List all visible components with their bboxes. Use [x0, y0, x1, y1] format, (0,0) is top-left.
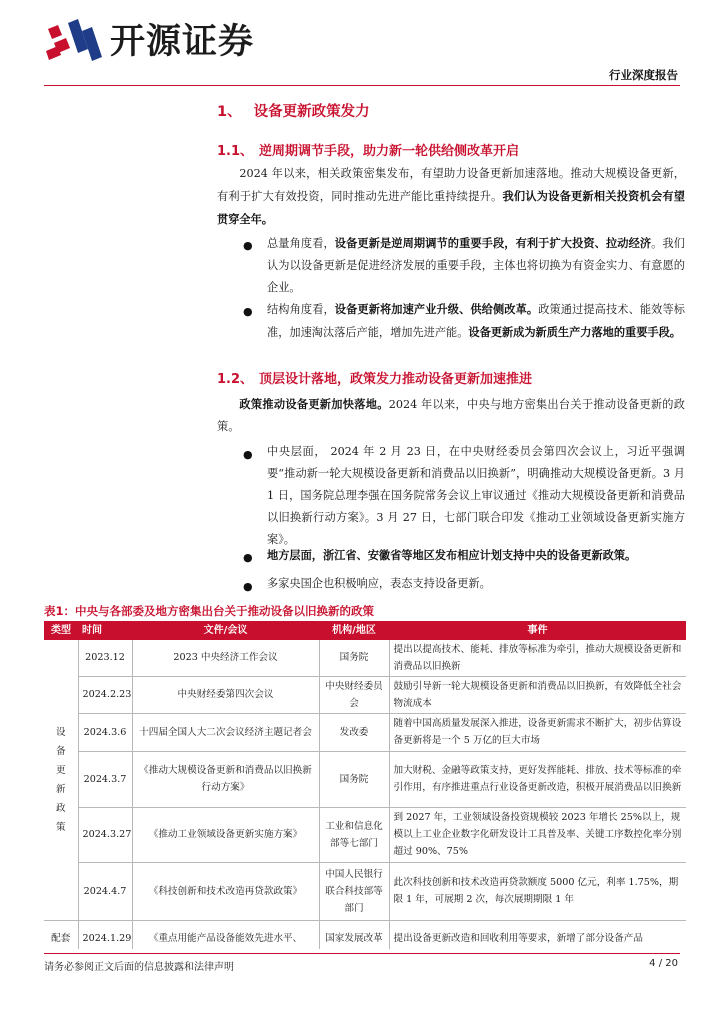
column-header: 类型	[44, 621, 78, 640]
column-header: 时间	[78, 621, 132, 640]
organization-cell: 发改委	[319, 713, 389, 751]
paragraph-emphasis: 我们认为设备更新相关投资机会有望贯穿全年。	[217, 189, 685, 226]
page-number: 4 / 20	[649, 958, 678, 969]
footer-divider	[44, 953, 680, 954]
bullet-item	[243, 441, 685, 551]
organization-cell: 中央财经委员会	[319, 676, 389, 713]
company-logo	[44, 18, 254, 66]
paragraph-emphasis: 政策推动设备更新加快落地。	[239, 397, 389, 411]
category-cell	[44, 640, 78, 920]
column-header: 事件	[389, 621, 686, 640]
date-cell: 2024.4.7	[78, 862, 132, 920]
paragraph-1-1	[217, 163, 685, 231]
bullet-lead: 结构角度看，	[267, 303, 335, 316]
bullet-item	[243, 232, 685, 299]
subsection-title: 顶层设计落地，政策发力推动设备更新加速推进	[259, 372, 533, 387]
date-cell: 2024.2.23	[78, 676, 132, 713]
column-header: 文件/会议	[132, 621, 319, 640]
column-header: 机构/地区	[319, 621, 389, 640]
event-cell: 提出以提高技术、能耗、排放等标准为牵引，推动大规模设备更新和消费品以旧换新	[389, 640, 686, 676]
document-cell: 中央财经委第四次会议	[132, 676, 319, 713]
section-heading	[217, 100, 370, 121]
document-cell: 《重点用能产品设备能效先进水平、	[132, 920, 319, 949]
event-cell: 随着中国高质量发展深入推进，设备更新需求不断扩大，初步估算设备更新将是一个 5 万亿的巨大市场	[389, 713, 686, 751]
logo-mark-icon	[44, 19, 106, 65]
bullet-lead: 总量角度看，	[267, 237, 335, 250]
event-cell: 此次科技创新和技术改造再贷款额度 5000 亿元，利率 1.75%，期限 1 年，可展期 2 次，每次展期期限 1 年	[389, 862, 686, 920]
logo-text: 开源证券	[110, 22, 255, 62]
date-cell: 2023.12	[78, 640, 132, 676]
footer-disclaimer: 请务必参阅正文后面的信息披露和法律声明	[44, 962, 234, 973]
bullet-text: 中央层面， 2024 年 2 月 23 日，在中央财经委员会第四次会议上，习近平强调要“推动新一轮大规模设备更新和消费品以旧换新”，明确推动大规模设备更新。3 月 1 日，国务院总理李强在国务院常务会议上审议通过《推动大规模设备更新和消费品以旧换新行动方案》。3 月 27 日，七部门联合印发《推动工业领域设备更新实施方案》。	[267, 445, 685, 546]
event-cell: 提出设备更新改造和回收利用等要求，新增了部分设备产品	[389, 920, 686, 949]
policy-table	[44, 621, 686, 949]
date-cell: 2024.3.6	[78, 713, 132, 751]
table-row	[44, 713, 686, 751]
paragraph-1-2	[217, 393, 685, 438]
table-header-row	[44, 621, 686, 640]
category-label: 设备更新政策	[55, 726, 66, 833]
table-row	[44, 640, 686, 676]
paragraph-text: 2024 年以来，相关政策密集发布，有望助力设备更新加速落地。推动大规模设备更新，有利于扩大有效投资，同时推动先进产能比重持续提升。	[217, 167, 685, 203]
bullet-icon: ●	[243, 551, 253, 564]
section-number: 1、	[217, 104, 242, 120]
event-cell: 到 2027 年，工业领域设备投资规模较 2023 年增长 25%以上，规模以上工业企业数字化研发设计工具普及率、关键工序数控化率分别超过 90%、75%	[389, 807, 686, 862]
category-cell: 配套	[44, 920, 78, 949]
bullet-item	[243, 544, 685, 567]
report-type-label: 行业深度报告	[609, 68, 678, 82]
bullet-item	[243, 298, 685, 344]
event-cell: 鼓励引导新一轮大规模设备更新和消费品以旧换新，有效降低全社会物流成本	[389, 676, 686, 713]
organization-cell: 国家发展改革	[319, 920, 389, 949]
table-row	[44, 807, 686, 862]
organization-cell: 国务院	[319, 640, 389, 676]
table-row	[44, 751, 686, 807]
organization-cell: 中国人民银行联合科技部等部门	[319, 862, 389, 920]
bullet-text: 政策通过提高技术、能效等标准，加速淘汰落后产能，增加先进产能。	[267, 303, 685, 339]
document-cell: 十四届全国人大二次会议经济主题记者会	[132, 713, 319, 751]
subsection-heading-1-1	[217, 140, 519, 159]
subsection-heading-1-2	[217, 368, 532, 387]
table-row	[44, 920, 686, 949]
organization-cell: 工业和信息化部等七部门	[319, 807, 389, 862]
bullet-emphasis: 地方层面，浙江省、安徽省等地区发布相应计划支持中央的设备更新政策。	[267, 548, 637, 562]
subsection-title: 逆周期调节手段，助力新一轮供给侧改革开启	[259, 144, 520, 159]
document-cell: 《推动大规模设备更新和消费品以旧换新行动方案》	[132, 751, 319, 807]
document-cell: 《科技创新和技术改造再贷款政策》	[132, 862, 319, 920]
table-row	[44, 676, 686, 713]
bullet-icon: ●	[243, 580, 253, 593]
organization-cell: 国务院	[319, 751, 389, 807]
header-divider	[44, 85, 680, 86]
subsection-number: 1.2、	[217, 372, 254, 387]
table-title: 表1：中央与各部委及地方密集出台关于推动设备以旧换新的政策	[44, 604, 374, 618]
subsection-number: 1.1、	[217, 144, 254, 159]
bullet-icon: ●	[243, 448, 253, 461]
date-cell: 2024.3.7	[78, 751, 132, 807]
document-cell: 2023 中央经济工作会议	[132, 640, 319, 676]
document-cell: 《推动工业领域设备更新实施方案》	[132, 807, 319, 862]
section-title: 设备更新政策发力	[253, 104, 370, 120]
bullet-text: 多家央国企也积极响应，表态支持设备更新。	[267, 577, 491, 590]
bullet-text: 。我们认为以设备更新是促进经济发展的重要手段，主体也将切换为有资金实力、有意愿的企业。	[267, 237, 685, 294]
table-row	[44, 862, 686, 920]
bullet-icon: ●	[243, 305, 253, 318]
event-cell: 加大财税、金融等政策支持，更好发挥能耗、排放、技术等标准的牵引作用，有序推进重点行业设备更新改造，积极开展消费品以旧换新	[389, 751, 686, 807]
bullet-icon: ●	[243, 239, 253, 252]
bullet-emphasis: 设备更新将加速产业升级、供给侧改革。	[334, 302, 539, 316]
date-cell: 2024.3.27	[78, 807, 132, 862]
bullet-emphasis: 设备更新是逆周期调节的重要手段，有利于扩大投资、拉动经济	[334, 236, 652, 250]
date-cell: 2024.1.29	[78, 920, 132, 949]
paragraph-text: 2024 年以来，中央与地方密集出台关于推动设备更新的政策。	[217, 398, 685, 433]
bullet-item	[243, 573, 685, 595]
bullet-emphasis: 设备更新成为新质生产力落地的重要手段。	[468, 325, 681, 339]
policy-table-container	[44, 621, 686, 949]
